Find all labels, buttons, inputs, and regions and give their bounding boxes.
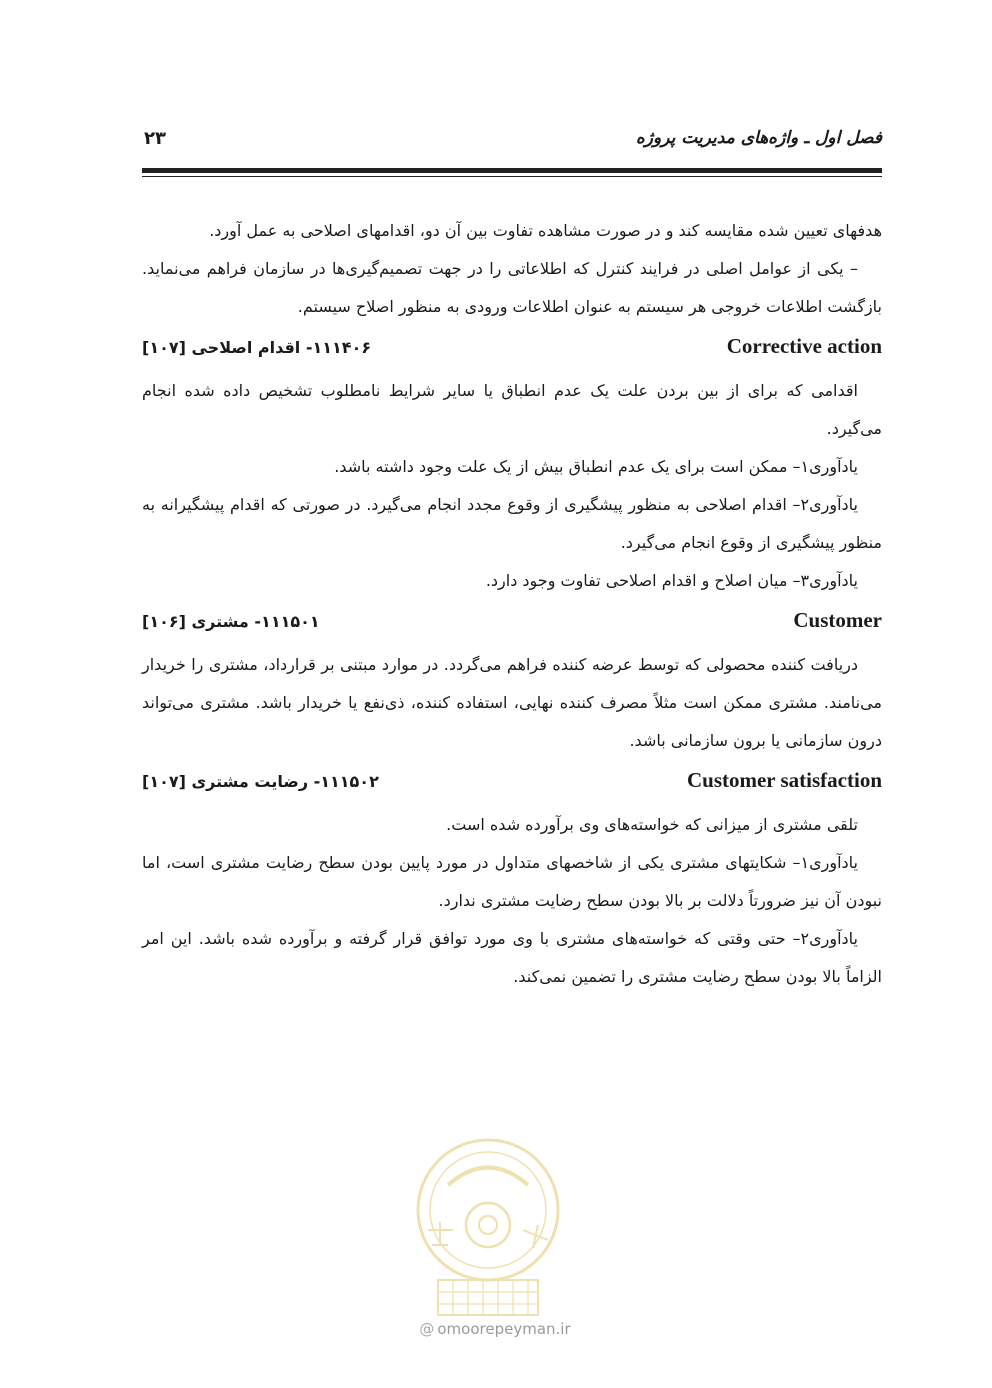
header-rule-thick: [142, 168, 882, 173]
footer-url: [405, 1320, 585, 1338]
note-paragraph: یادآوری۲– اقدام اصلاحی به منظور پیشگیری از وقوع مجدد انجام می‌گیرد. در صورتی که اقدام پیشگیرانه به منظور پیشگیری از وقوع انجام می‌گیرد.: [142, 495, 882, 552]
definition-paragraph: تلقی مشتری از میزانی که خواسته‌های وی برآورده شده است.: [446, 815, 858, 834]
note-paragraph: یادآوری۳– میان اصلاح و اقدام اصلاحی تفاوت وجود دارد.: [485, 571, 858, 590]
term-heading: [142, 768, 882, 802]
term-title-fa: ۱۱۱۵۰۲- رضایت مشتری [۱۰۷]: [142, 772, 379, 791]
term-title-en: Corrective action: [726, 334, 882, 358]
term-title-en: Customer satisfaction: [686, 768, 882, 792]
definition-paragraph: اقدامی که برای از بین بردن علت یک عدم انطباق یا سایر شرایط نامطلوب تشخیص داده شده انجام می‌گیرد.: [142, 381, 882, 438]
note-paragraph: یادآوری۱– ممکن است برای یک عدم انطباق بیش از یک علت وجود داشته باشد.: [334, 457, 858, 476]
at-icon: @: [419, 1320, 435, 1338]
publisher-seal-icon: [398, 1130, 578, 1320]
term-title-fa: ۱۱۱۵۰۱- مشتری [۱۰۶]: [142, 612, 320, 631]
page-header: [142, 128, 882, 158]
header-rule-thin: [142, 176, 882, 177]
term-title-fa: ۱۱۱۴۰۶- اقدام اصلاحی [۱۰۷]: [142, 338, 372, 357]
definition-paragraph: دریافت کننده محصولی که توسط عرضه کننده فراهم می‌گردد. در موارد مبتنی بر قرارداد، مشتری را خریدار می‌نامند. مشتری ممکن است مثلاً مصرف کننده نهایی، استفاده کننده، ذی‌نفع یا خریدار باشد. مشتری می‌تواند درون سازمانی یا برون سازمانی باشد.: [142, 655, 882, 750]
page-number: ۲۳: [144, 128, 166, 149]
chapter-title: فصل اول ـ واژه‌های مدیریت پروژه: [635, 128, 882, 148]
term-title-en: Customer: [793, 608, 882, 632]
footer-url-text: omoorepeyman.ir: [437, 1320, 571, 1338]
paragraph: – یکی از عوامل اصلی در فرایند کنترل که اطلاعاتی را در جهت تصمیم‌گیری‌ها در سازمان فراهم می‌نماید. بازگشت اطلاعات خروجی هر سیستم به عنوان اطلاعات ورودی به منظور اصلاح سیستم.: [142, 259, 882, 316]
paragraph: هدفهای تعیین شده مقایسه کند و در صورت مشاهده تفاوت بین آن دو، اقدامهای اصلاحی به عمل آورد.: [209, 221, 882, 240]
note-paragraph: یادآوری۲– حتی وقتی که خواسته‌های مشتری با وی مورد توافق قرار گرفته و برآورده شده باشد. این امر الزاماً بالا بودن سطح رضایت مشتری را تضمین نمی‌کند.: [142, 929, 882, 986]
term-heading: [142, 334, 882, 368]
page-body: [142, 212, 882, 996]
note-paragraph: یادآوری۱– شکایتهای مشتری یکی از شاخصهای متداول در مورد پایین بودن سطح رضایت مشتری است، اما نبودن آن نیز ضرورتاً دلالت بر بالا بودن سطح رضایت مشتری ندارد.: [142, 853, 882, 910]
term-heading: [142, 608, 882, 642]
